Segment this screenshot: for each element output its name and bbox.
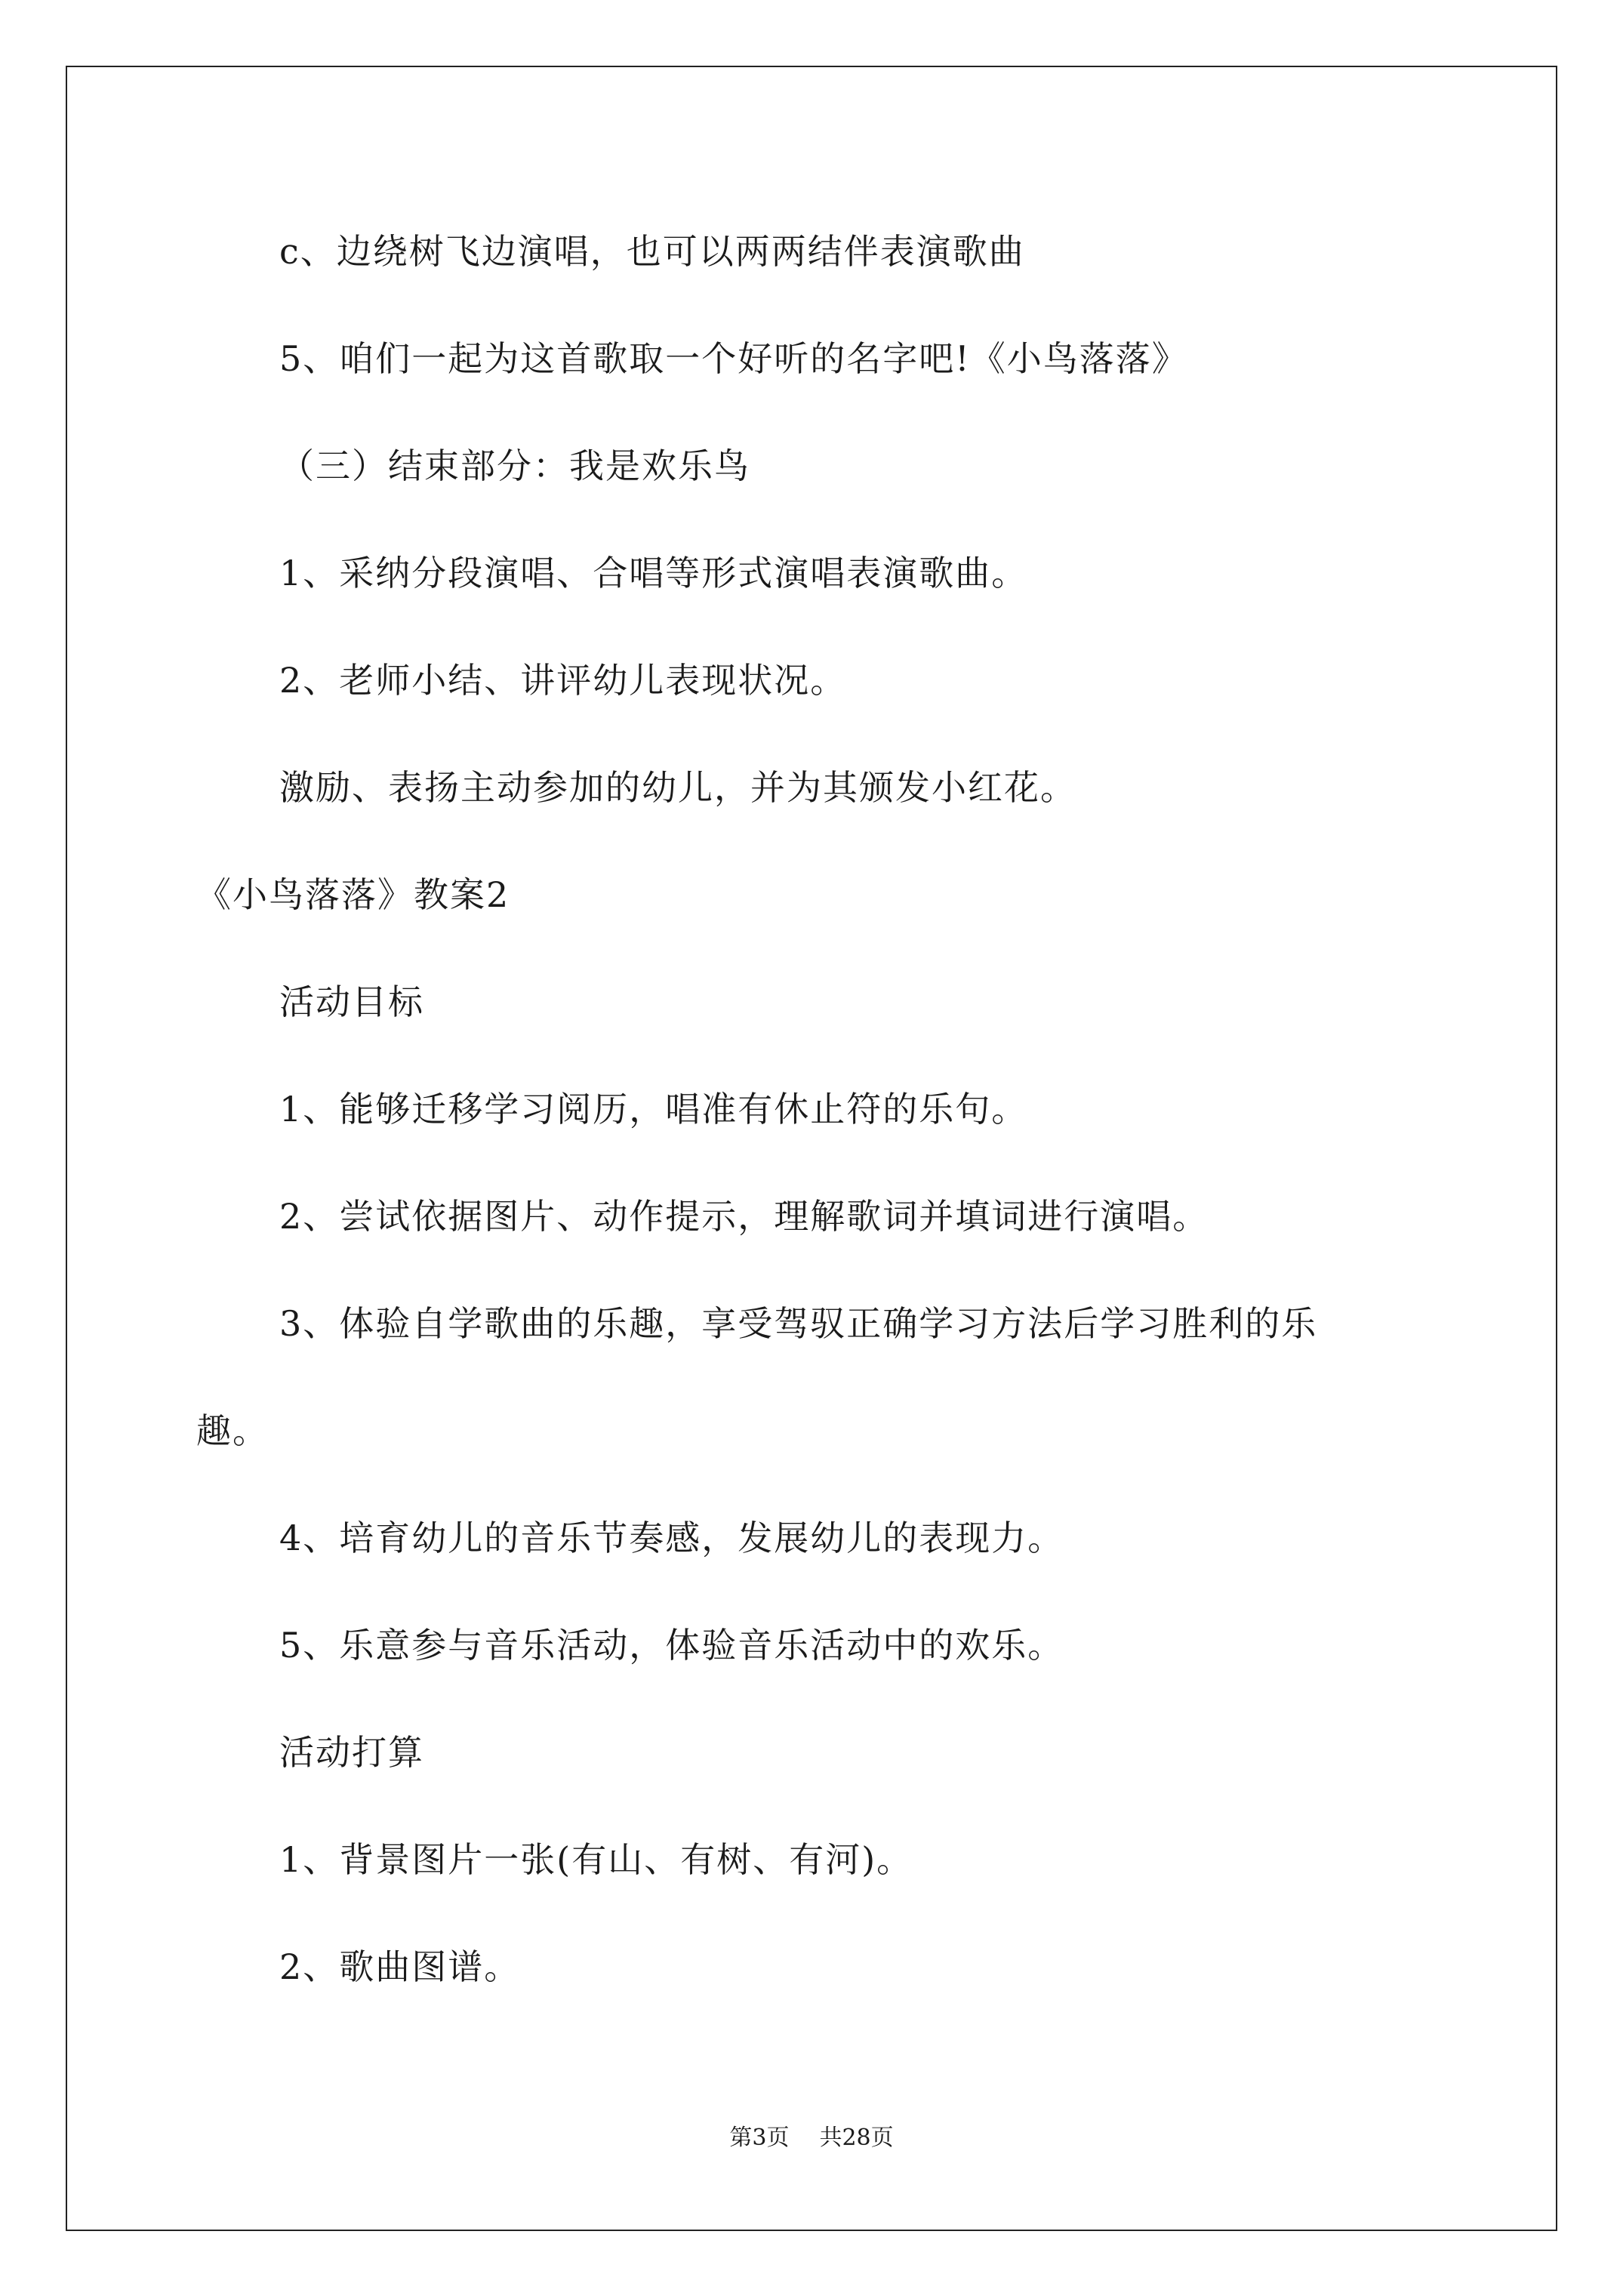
- text-line: 1、采纳分段演唱、合唱等形式演唱表演歌曲。: [279, 553, 1028, 593]
- text-line: 2、老师小结、讲评幼儿表现状况。: [279, 660, 847, 701]
- text-line: 3、体验自学歌曲的乐趣，享受驾驭正确学习方法后学习胜利的乐: [279, 1303, 1318, 1344]
- text-line: 5、咱们一起为这首歌取一个好听的名字吧!《小鸟落落》: [279, 338, 1188, 379]
- text-line: 1、能够迁移学习阅历，唱准有休止符的乐句。: [279, 1089, 1028, 1130]
- section-heading: 活动打算: [279, 1732, 424, 1773]
- text-line: c、边绕树飞边演唱，也可以两两结伴表演歌曲: [279, 231, 1025, 272]
- text-line: 2、尝试依据图片、动作提示，理解歌词并填词进行演唱。: [279, 1196, 1209, 1237]
- text-line: 1、背景图片一张(有山、有树、有河)。: [279, 1839, 913, 1880]
- page-border: [66, 66, 1557, 2231]
- section-heading: （三）结束部分：我是欢乐鸟: [279, 445, 750, 486]
- text-line: 趣。: [196, 1410, 269, 1451]
- page-number: 第3页: [729, 2125, 790, 2151]
- text-line: 激励、表扬主动参加的幼儿，并为其颁发小红花。: [279, 767, 1076, 808]
- page-footer: [0, 2123, 1623, 2153]
- text-line: 4、培育幼儿的音乐节奏感，发展幼儿的表现力。: [279, 1518, 1064, 1558]
- section-heading: 活动目标: [279, 982, 424, 1022]
- text-line: 2、歌曲图谱。: [279, 1946, 521, 1987]
- page-total: 共28页: [819, 2125, 894, 2151]
- text-line: 5、乐意参与音乐活动，体验音乐活动中的欢乐。: [279, 1625, 1064, 1666]
- lesson-title: 《小鸟落落》教案2: [196, 874, 510, 915]
